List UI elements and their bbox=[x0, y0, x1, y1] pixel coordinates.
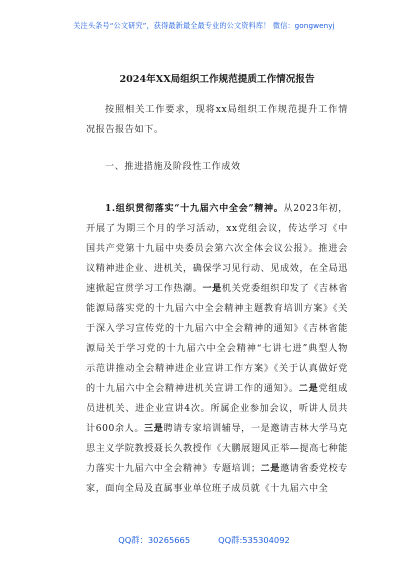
header-promo-banner: 关注头条号“公文研究”，获得最新最全最专业的公文资料库！ 微信：gongwenyj bbox=[73, 21, 335, 30]
bold-marker-text: 二是 bbox=[260, 463, 281, 474]
bold-marker-text: 一是 bbox=[202, 283, 222, 294]
body-text-part: 聘请专家培训辅导，一是邀请吉林大学马克思主义学院教授聂长久教授作《大鹏展翅风正举—提高七种能力落实十九届六中全会精神》专题培训； bbox=[86, 424, 348, 474]
bold-marker-text: 三是 bbox=[144, 423, 164, 434]
intro-paragraph: 按照相关工作要求，现将xx局组织工作规范提升工作情况报告报告如下。 bbox=[86, 105, 348, 135]
document-title: 2024年XX局组织工作规范提质工作情况报告 bbox=[119, 74, 315, 85]
footer-contact-bar bbox=[0, 534, 408, 546]
bold-marker-text: 二是 bbox=[298, 383, 319, 394]
body-text-part: 邀请省委党校专家，面向全局及直属事业单位班子成员就《十九届六中全 bbox=[86, 464, 348, 494]
body-text-part: 从2023年初，开展了为期三个月的学习活动，xx党组会议，传达学习《中国共产党第十九届中央委员会第六次全体会议公报》。推进会议精神进企业、进机关，确保学习见行动、见成效，在全局迅速掀起宣贯学习工作热潮。 bbox=[86, 204, 348, 294]
footer-qq-group-2: QQ群:535304092 bbox=[218, 535, 290, 545]
body-text-part: 机关党委组织印发了《吉林省能源局落实党的十九届六中全会精神主题教育培训方案》《关于深入学习宣传党的十九届六中全会精神的通知》《吉林省能源局关于学习党的十九届六中全会精神“七讲七进”典型人物示范讲推动全会精神进企业宣讲工作方案》《关于认真做好党的十九届六中全会精神进机关宣讲工作的通知》。 bbox=[86, 284, 349, 394]
footer-qq-group-1: QQ群：30265665 bbox=[118, 535, 191, 545]
body-text-part: 党组成员进机关、进企业宣讲4次。所属企业参加会议，听讲人员共计600余人。 bbox=[86, 384, 348, 434]
body-paragraph bbox=[86, 199, 348, 499]
section-heading: 一、推进措施及阶段性工作成效 bbox=[105, 162, 241, 172]
lead-bold-text: 1.组织贯彻落实“十九届六中全会”精神。 bbox=[105, 203, 284, 214]
